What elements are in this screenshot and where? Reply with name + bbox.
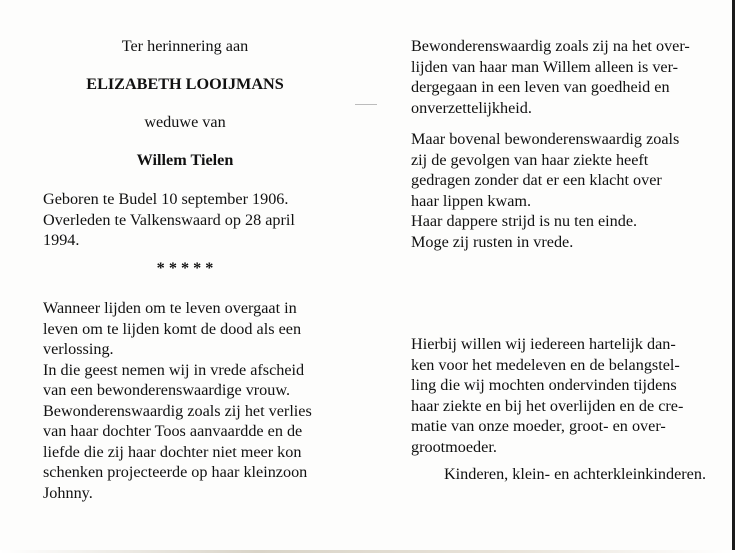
birth-death-block [43, 189, 335, 251]
para-line: haar ziekte en bij het overlijden en de cre- [411, 396, 684, 415]
poem-line: schenken projecteerde op haar kleinzoon [43, 463, 308, 481]
para-line: matie van onze moeder, groot- en over- [411, 417, 666, 435]
poem-line: van een bewonderenswaardige vrouw. [43, 381, 291, 399]
died-line-year: 1994. [43, 231, 80, 249]
deceased-name [60, 74, 310, 95]
died-line: Overleden te Valkenswaard op 28 april [43, 210, 295, 229]
poem-line: leven om te lijden komt de dood als een [43, 319, 302, 338]
fold-mark [355, 104, 377, 105]
stars-text: * * * * * [156, 259, 214, 277]
born-line: Geboren te Budel 10 september 1906. [43, 190, 289, 208]
husband-name [85, 150, 285, 171]
poem-line: In die geest nemen wij in vrede afscheid [43, 360, 305, 379]
para-line: onverzettelijkheid. [411, 98, 532, 117]
deceased-name-text: ELIZABETH LOOIJMANS [86, 75, 284, 93]
signature-text: Kinderen, klein- en achterkleinkinderen. [443, 465, 706, 483]
husband-name-text: Willem Tielen [136, 151, 234, 169]
para-line: gedragen zonder dat er een klacht over [411, 171, 662, 189]
poem-line: Bewonderenswaardig zoals zij het verlies [43, 401, 312, 420]
para-line: zij de gevolgen van haar ziekte heeft [411, 150, 649, 169]
poem-line: liefde die zij haar dochter niet meer kon [43, 442, 302, 461]
in-memory-line [85, 36, 285, 57]
admiration-paragraph [411, 36, 706, 118]
para-line: lijden van haar man Willem alleen is ver- [411, 57, 679, 76]
para-line: Haar dappere strijd is nu ten einde. [411, 212, 638, 230]
poem-line: verlossing. [43, 340, 114, 358]
in-memory-text: Ter herinnering aan [121, 37, 249, 55]
family-signature [411, 464, 706, 485]
para-line: Bewonderenswaardig zoals zij na het over- [411, 37, 690, 55]
memorial-poem [43, 298, 335, 503]
thanks-paragraph [411, 334, 706, 457]
para-line: dergegaan in een leven van goedheid en [411, 78, 670, 96]
poem-line: van haar dochter Toos aanvaardde en de [43, 422, 303, 440]
para-line: Moge zij rusten in vrede. [411, 232, 574, 251]
para-line: ken voor het medeleven en de belangstel- [411, 355, 680, 374]
para-line: Maar bovenal bewonderenswaardig zoals [411, 130, 680, 148]
widow-of-line [85, 112, 285, 133]
widow-of-text: weduwe van [144, 113, 226, 131]
para-line: haar lippen kwam. [411, 191, 532, 210]
para-line: grootmoeder. [411, 437, 497, 456]
poem-line: Johnny. [43, 483, 93, 502]
poem-line: Wanneer lijden om te leven overgaat in [43, 299, 297, 317]
illness-paragraph [411, 129, 706, 252]
separator-stars [135, 258, 235, 279]
para-line: ling die wij mochten ondervinden tijdens [411, 376, 677, 394]
para-line: Hierbij willen wij iedereen hartelijk dan- [411, 335, 676, 353]
